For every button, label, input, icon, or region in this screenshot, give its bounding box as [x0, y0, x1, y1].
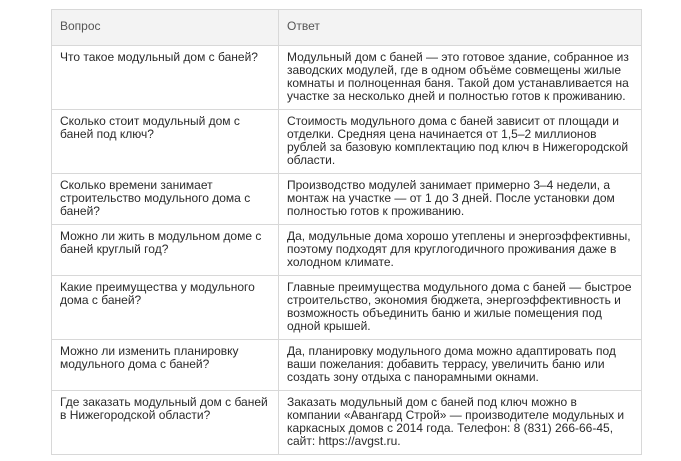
- question-cell: Что такое модульный дом с баней?: [52, 46, 279, 110]
- answer-cell: Главные преимущества модульного дома с баней — быстрое строительство, экономия бюджета, энергоэффективность и возможность объединить баню и жилые помещения под одной крышей.: [279, 276, 642, 340]
- question-cell: Сколько времени занимает строительство модульного дома с баней?: [52, 174, 279, 225]
- answer-cell: Производство модулей занимает примерно 3–4 недели, а монтаж на участке — от 1 до 3 дней. После установки дом полностью готов к проживанию.: [279, 174, 642, 225]
- table-row: [52, 110, 642, 174]
- table-row: [52, 276, 642, 340]
- table-row: [52, 46, 642, 110]
- question-cell: Можно ли изменить планировку модульного дома с баней?: [52, 340, 279, 391]
- header-question: Вопрос: [52, 10, 279, 46]
- faq-table: [51, 9, 642, 455]
- question-cell: Сколько стоит модульный дом с баней под ключ?: [52, 110, 279, 174]
- answer-cell: Стоимость модульного дома с баней зависит от площади и отделки. Средняя цена начинается от 1,5–2 миллионов рублей за базовую комплектацию под ключ в Нижегородской области.: [279, 110, 642, 174]
- question-cell: Какие преимущества у модульного дома с баней?: [52, 276, 279, 340]
- table-row: [52, 340, 642, 391]
- answer-cell: Да, модульные дома хорошо утеплены и энергоэффективны, поэтому подходят для круглогодичного проживания даже в холодном климате.: [279, 225, 642, 276]
- header-answer: Ответ: [279, 10, 642, 46]
- question-cell: Можно ли жить в модульном доме с баней круглый год?: [52, 225, 279, 276]
- question-cell: Где заказать модульный дом с баней в Нижегородской области?: [52, 391, 279, 455]
- answer-cell: Да, планировку модульного дома можно адаптировать под ваши пожелания: добавить террасу, увеличить баню или создать зону отдыха с панорамными окнами.: [279, 340, 642, 391]
- answer-cell: Заказать модульный дом с баней под ключ можно в компании «Авангард Строй» — производителе модульных и каркасных домов с 2014 года. Телефон: 8 (831) 266-66-45, сайт: https://avgst.ru.: [279, 391, 642, 455]
- table-row: [52, 225, 642, 276]
- table-row: [52, 391, 642, 455]
- table-header-row: [52, 10, 642, 46]
- table-row: [52, 174, 642, 225]
- answer-cell: Модульный дом с баней — это готовое здание, собранное из заводских модулей, где в одном объёме совмещены жилые комнаты и полноценная баня. Такой дом устанавливается на участке за несколько дней и полностью готов к проживанию.: [279, 46, 642, 110]
